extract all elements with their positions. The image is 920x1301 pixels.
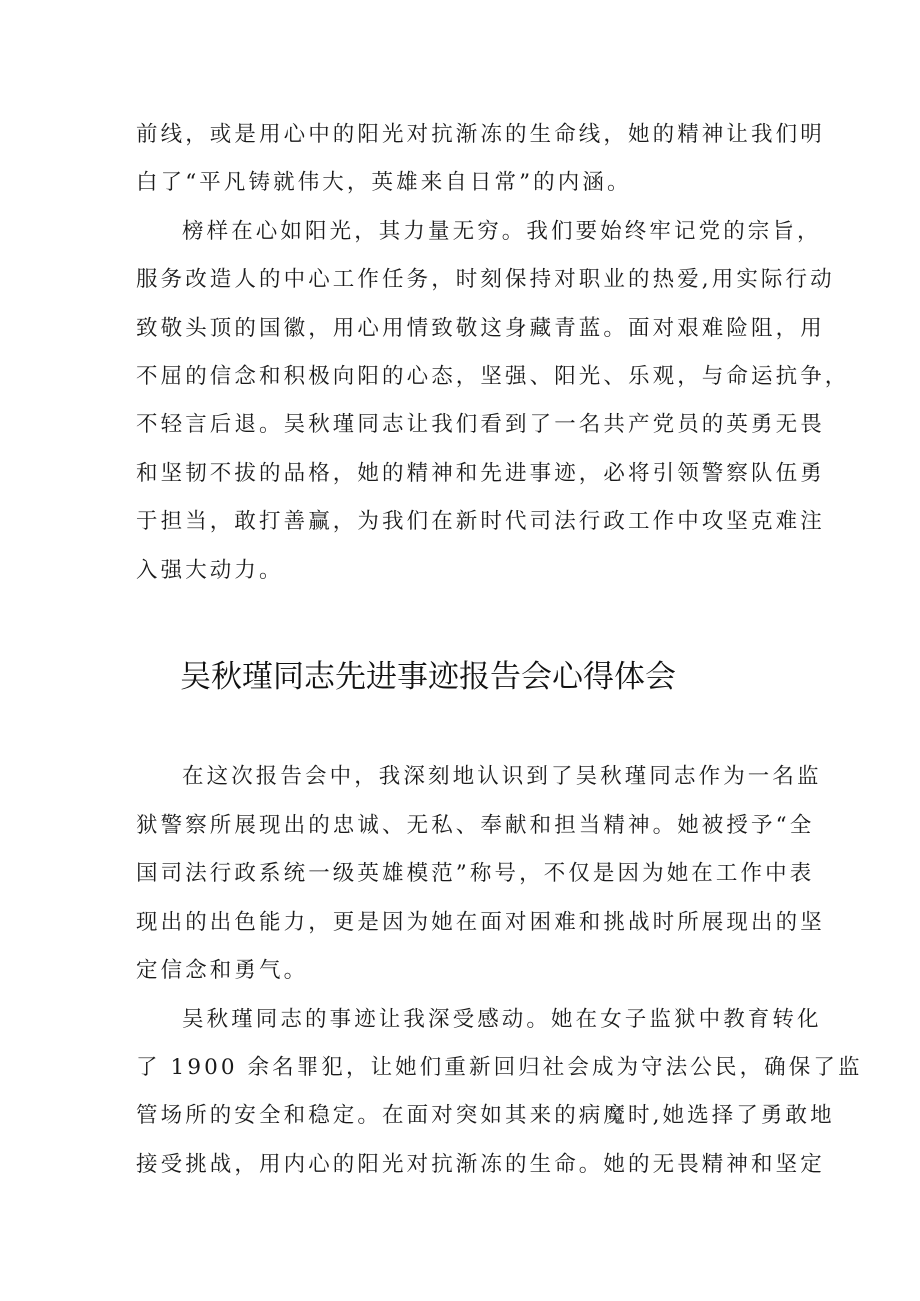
paragraph-line: 现出的出色能力，更是因为她在面对困难和挑战时所展现出的坚 bbox=[136, 910, 825, 935]
paragraph-line: 和坚韧不拔的品格，她的精神和先进事迹，必将引领警察队伍勇 bbox=[136, 461, 825, 486]
paragraph-line: 定信念和勇气。 bbox=[136, 958, 309, 983]
paragraph-line: 前线，或是用心中的阳光对抗渐冻的生命线，她的精神让我们明 bbox=[136, 122, 825, 147]
paragraph-line: 狱警察所展现出的忠诚、无私、奉献和担当精神。她被授予“全 bbox=[136, 813, 815, 838]
paragraph-line: 管场所的安全和稳定。在面对突如其来的病魔时,她选择了勇敢地 bbox=[136, 1103, 835, 1128]
paragraph-line: 在这次报告会中，我深刻地认识到了吴秋瑾同志作为一名监 bbox=[182, 764, 822, 789]
paragraph-line: 国司法行政系统一级英雄模范”称号，不仅是因为她在工作中表 bbox=[136, 861, 815, 886]
paragraph-line: 致敬头顶的国徽，用心用情致敬这身藏青蓝。面对艰难险阻，用 bbox=[136, 316, 825, 341]
paragraph-line: 榜样在心如阳光，其力量无穷。我们要始终牢记党的宗旨， bbox=[182, 219, 822, 244]
paragraph-line: 了 1900 余名罪犯，让她们重新回归社会成为守法公民，确保了监 bbox=[136, 1055, 863, 1080]
paragraph-line: 白了“平凡铸就伟大，英雄来自日常”的内涵。 bbox=[136, 170, 632, 195]
document-title: 吴秋瑾同志先进事迹报告会心得体会 bbox=[180, 659, 676, 695]
paragraph-line: 接受挑战，用内心的阳光对抗渐冻的生命。她的无畏精神和坚定 bbox=[136, 1152, 825, 1177]
paragraph-line: 于担当，敢打善赢，为我们在新时代司法行政工作中攻坚克难注 bbox=[136, 509, 825, 534]
paragraph-line: 入强大动力。 bbox=[136, 558, 284, 583]
paragraph-line: 不屈的信念和积极向阳的心态，坚强、阳光、乐观，与命运抗争， bbox=[136, 364, 850, 389]
paragraph-line: 不轻言后退。吴秋瑾同志让我们看到了一名共产党员的英勇无畏 bbox=[136, 412, 825, 437]
paragraph-line: 吴秋瑾同志的事迹让我深受感动。她在女子监狱中教育转化 bbox=[182, 1007, 822, 1032]
paragraph-line: 服务改造人的中心工作任务，时刻保持对职业的热爱,用实际行动 bbox=[136, 267, 835, 292]
